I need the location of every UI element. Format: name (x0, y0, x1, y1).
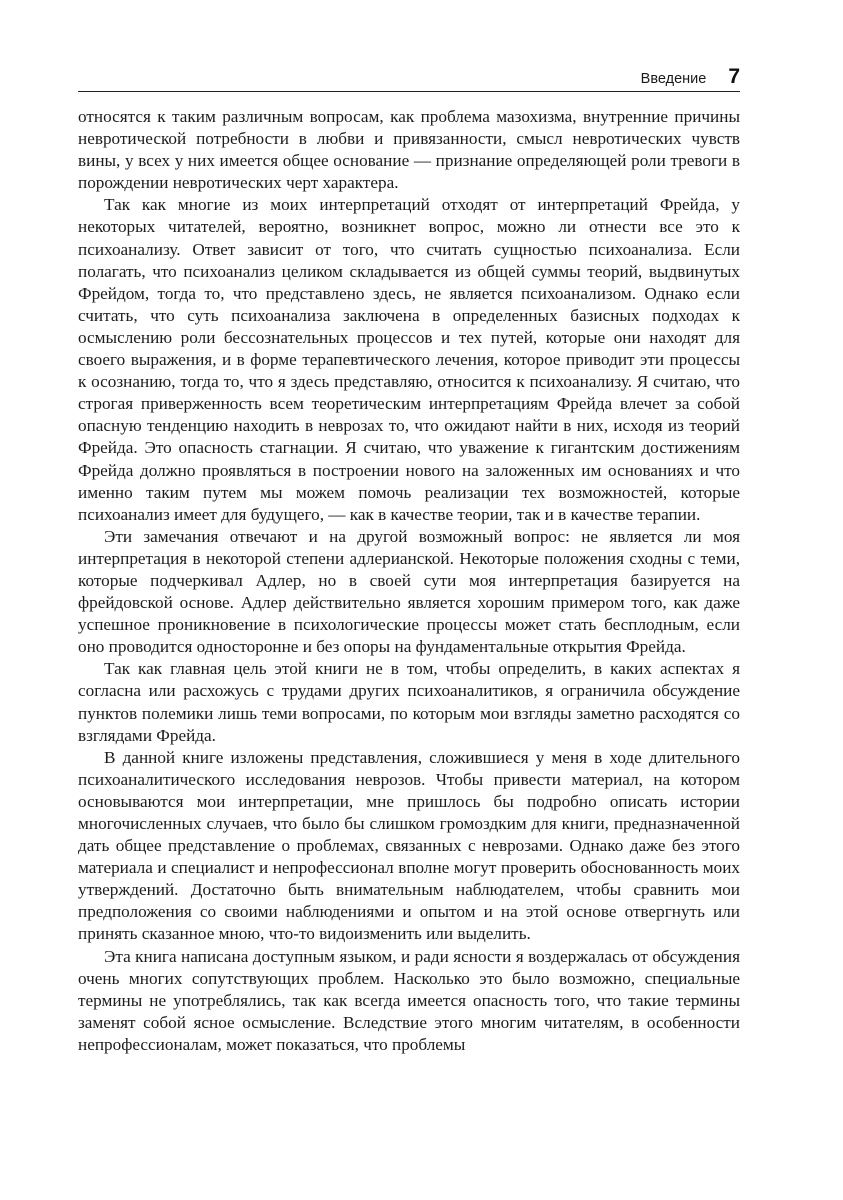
paragraph: Так как многие из моих интерпретаций отходят от интерпретаций Фрейда, у некоторых читателей, вероятно, возникнет вопрос, можно ли отнести все это к психоанализу. Ответ зависит от того, что считать сущностью психоанализа. Если полагать, что психоанализ целиком складывается из общей суммы теорий, выдвинутых Фрейдом, тогда то, что представлено здесь, не является психоанализом. Однако если считать, что суть психоанализа заключена в определенных базисных подходах к осмыслению роли бессознательных процессов и тех путей, которые они находят для своего выражения, и в форме терапевтического лечения, которое приводит эти процессы к осознанию, тогда то, что я здесь представляю, относится к психоанализу. Я считаю, что строгая приверженность всем теоретическим интерпретациям Фрейда влечет за собой опасную тенденцию находить в неврозах то, что ожидают найти в них, исходя из теорий Фрейда. Это опасность стагнации. Я считаю, что уважение к гигантским достижениям Фрейда должно проявляться в построении нового на заложенных им основаниях и что именно таким путем мы можем помочь реализации тех возможностей, которые психоанализ имеет для будущего, — как в качестве теории, так и в качестве терапии. (78, 195, 740, 524)
section-title: Введение (640, 71, 707, 87)
running-header (78, 62, 740, 92)
paragraph-continued: относятся к таким различным вопросам, как проблема мазохизма, внутренние причины невротической потребности в любви и привязанности, смысл невротических чувств вины, у всех у них имеется общее основание — признание определяющей роли тревоги в порождении невротических черт характера. (78, 107, 740, 193)
paragraph: Эти замечания отвечают и на другой возможный вопрос: не является ли моя интерпретация в некоторой степени адлерианской. Некоторые положения сходны с теми, которые подчеркивал Адлер, но в своей сути моя интерпретация базируется на фрейдовской основе. Адлер действительно является хорошим примером того, как даже успешное проникновение в психологические процессы может стать бесплодным, если оно проводится односторонне и без опоры на фундаментальные открытия Фрейда. (78, 526, 740, 657)
paragraph: В данной книге изложены представления, сложившиеся у меня в ходе длительного психоаналитического исследования неврозов. Чтобы привести материал, на котором основываются мои интерпретации, мне пришлось бы подробно описать истории многочисленных случаев, что было бы слишком громоздким для книги, предназначенной дать общее представление о проблемах, связанных с неврозами. Однако даже без этого материала и специалист и непрофессионал вполне могут проверить обоснованность моих утверждений. Достаточно быть внимательным наблюдателем, чтобы сравнить мои предположения со своими наблюдениями и опытом и на этой основе отвергнуть или принять сказанное мною, что-то видоизменить или выделить. (78, 747, 740, 944)
page-number: 7 (728, 65, 740, 88)
paragraph: Так как главная цель этой книги не в том, чтобы определить, в каких аспектах я согласна или расхожусь с трудами других психоаналитиков, я ограничила обсуждение пунктов полемики лишь теми вопросами, по которым мои взгляды заметно расходятся со взглядами Фрейда. (78, 659, 740, 745)
body-text (78, 106, 740, 1056)
paragraph: Эта книга написана доступным языком, и ради ясности я воздержалась от обсуждения очень многих сопутствующих проблем. Насколько это было возможно, специальные термины не употреблялись, так как всегда имеется опасность того, что такие термины заменят собой ясное осмысление. Вследствие этого многим читателям, в особенности непрофессионалам, может показаться, что проблемы (78, 946, 740, 1054)
